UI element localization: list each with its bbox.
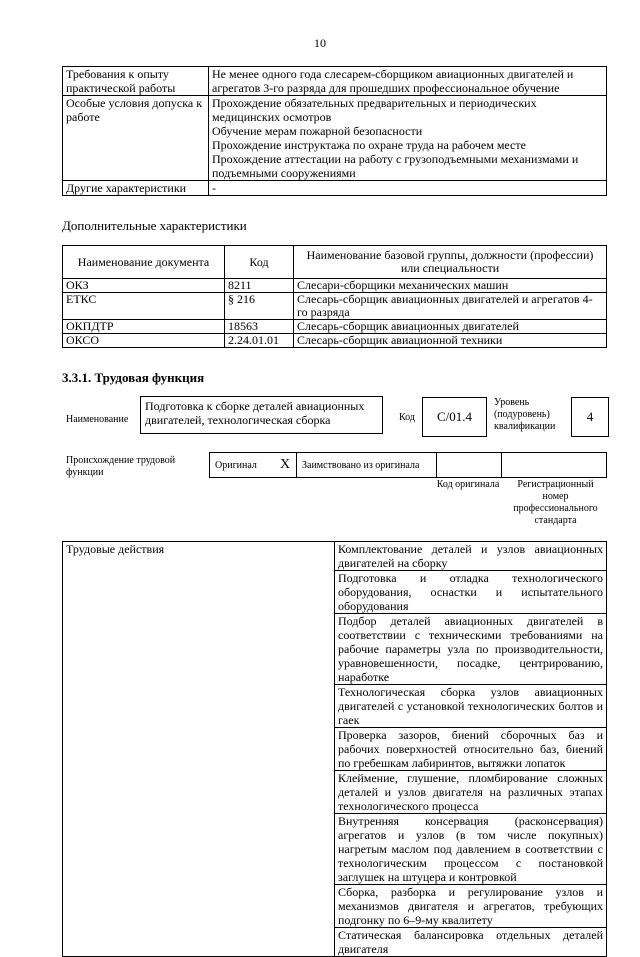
cell: ОКЗ [63,279,225,293]
divider [296,453,297,477]
cell: ОКПДТР [63,320,225,334]
code-original-label: Код оригинала [436,479,500,490]
header-cell: Наименование базовой группы, должности (профессии) или специальности [294,246,607,279]
cell: 2.24.01.01 [225,334,294,348]
table-row [63,334,607,348]
table-row [63,96,607,181]
original-label: Оригинал [215,460,257,471]
page-number: 10 [314,36,326,50]
action-item: Подбор деталей авиационных двигателей в соответствии с техническими требованиями на рабочие параметры узла по производительности, уравновешенности, посадке, центрированию, наработке [335,614,607,685]
actions-table [62,541,607,957]
requirements-table [62,66,607,196]
table-header-row [63,246,607,279]
table-row [63,279,607,293]
divider [501,453,502,477]
row-value-line: Прохождение инструктажа по охране труда на рабочем месте [212,138,526,152]
action-item: Сборка, разборка и регулирование узлов и механизмов двигателя и агрегатов, требующих подгонку по 6–9-му квалитету [335,885,607,928]
cell: § 216 [225,293,294,320]
cell: 18563 [225,320,294,334]
origin-box [209,452,607,478]
cell: Слесарь-сборщик авиационных двигателей и агрегатов 4-го разряда [294,293,607,320]
row-label: Особые условия допуска к работе [63,96,209,181]
action-item: Технологическая сборка узлов авиационных двигателей с установкой технологических болтов и гаек [335,685,607,728]
cell: Слесарь-сборщик авиационной техники [294,334,607,348]
row-value [209,96,607,181]
table-row [63,542,607,571]
header-cell: Наименование документа [63,246,225,279]
name-label: Наименование [66,414,129,425]
action-item: Клеймение, глушение, пломбирование сложных деталей и узлов двигателя на различных этапах технологического процесса [335,771,607,814]
cell: Слесарь-сборщик авиационных двигателей [294,320,607,334]
reg-number-label: Регистрационный номер профессионального стандарта [513,479,598,526]
table-row [63,67,607,96]
cell: ОКСО [63,334,225,348]
additional-heading: Дополнительные характеристики [62,218,247,233]
action-item: Подготовка и отладка технологического оборудования, оснастки и испытательного оборудования [335,571,607,614]
row-value: Не менее одного года слесарем-сборщиком авиационных двигателей и агрегатов 3-го разряда для прошедших профессиональное обучение [209,67,607,96]
code-label: Код [399,412,415,423]
level-label: Уровень (подуровень) квалификации [494,397,556,432]
borrowed-label: Заимствовано из оригинала [302,460,420,471]
divider [436,453,437,477]
level-box: 4 [571,397,609,437]
function-section-title: 3.3.1. Трудовая функция [62,370,205,385]
row-value: - [209,181,607,196]
actions-label: Трудовые действия [63,542,335,957]
row-label: Требования к опыту практической работы [63,67,209,96]
action-item: Статическая балансировка отдельных деталей двигателя [335,928,607,957]
table-row [63,181,607,196]
action-item: Комплектование деталей и узлов авиационных двигателей на сборку [335,542,607,571]
cell: ЕТКС [63,293,225,320]
additional-table [62,245,607,348]
header-cell: Код [225,246,294,279]
original-mark: X [280,457,291,472]
cell: Слесари-сборщики механических машин [294,279,607,293]
table-row [63,293,607,320]
function-name-box: Подготовка к сборке деталей авиационных двигателей, технологическая сборка [140,396,383,434]
action-item: Проверка зазоров, биений сборочных баз и рабочих поверхностей относительно баз, биений по гребешкам лабиринтов, вытяжки лопаток [335,728,607,771]
row-label: Другие характеристики [63,181,209,196]
row-value-line: Прохождение обязательных предварительных и периодических медицинских осмотров [212,96,537,124]
cell: 8211 [225,279,294,293]
table-row [63,320,607,334]
action-item: Внутренняя консервация (расконсервация) агрегатов и узлов (в том числе покупных) нагретым маслом под давлением в соответствии с технологическим процессом с постановкой заглушек на штуцера и контровкой [335,814,607,885]
origin-label: Происхождение трудовой функции [66,455,176,478]
row-value-line: Прохождение аттестации на работу с грузоподъемными механизмами и подъемными сооружениями [212,152,579,180]
row-value-line: Обучение мерам пожарной безопасности [212,124,423,138]
function-code-box: C/01.4 [422,397,487,437]
